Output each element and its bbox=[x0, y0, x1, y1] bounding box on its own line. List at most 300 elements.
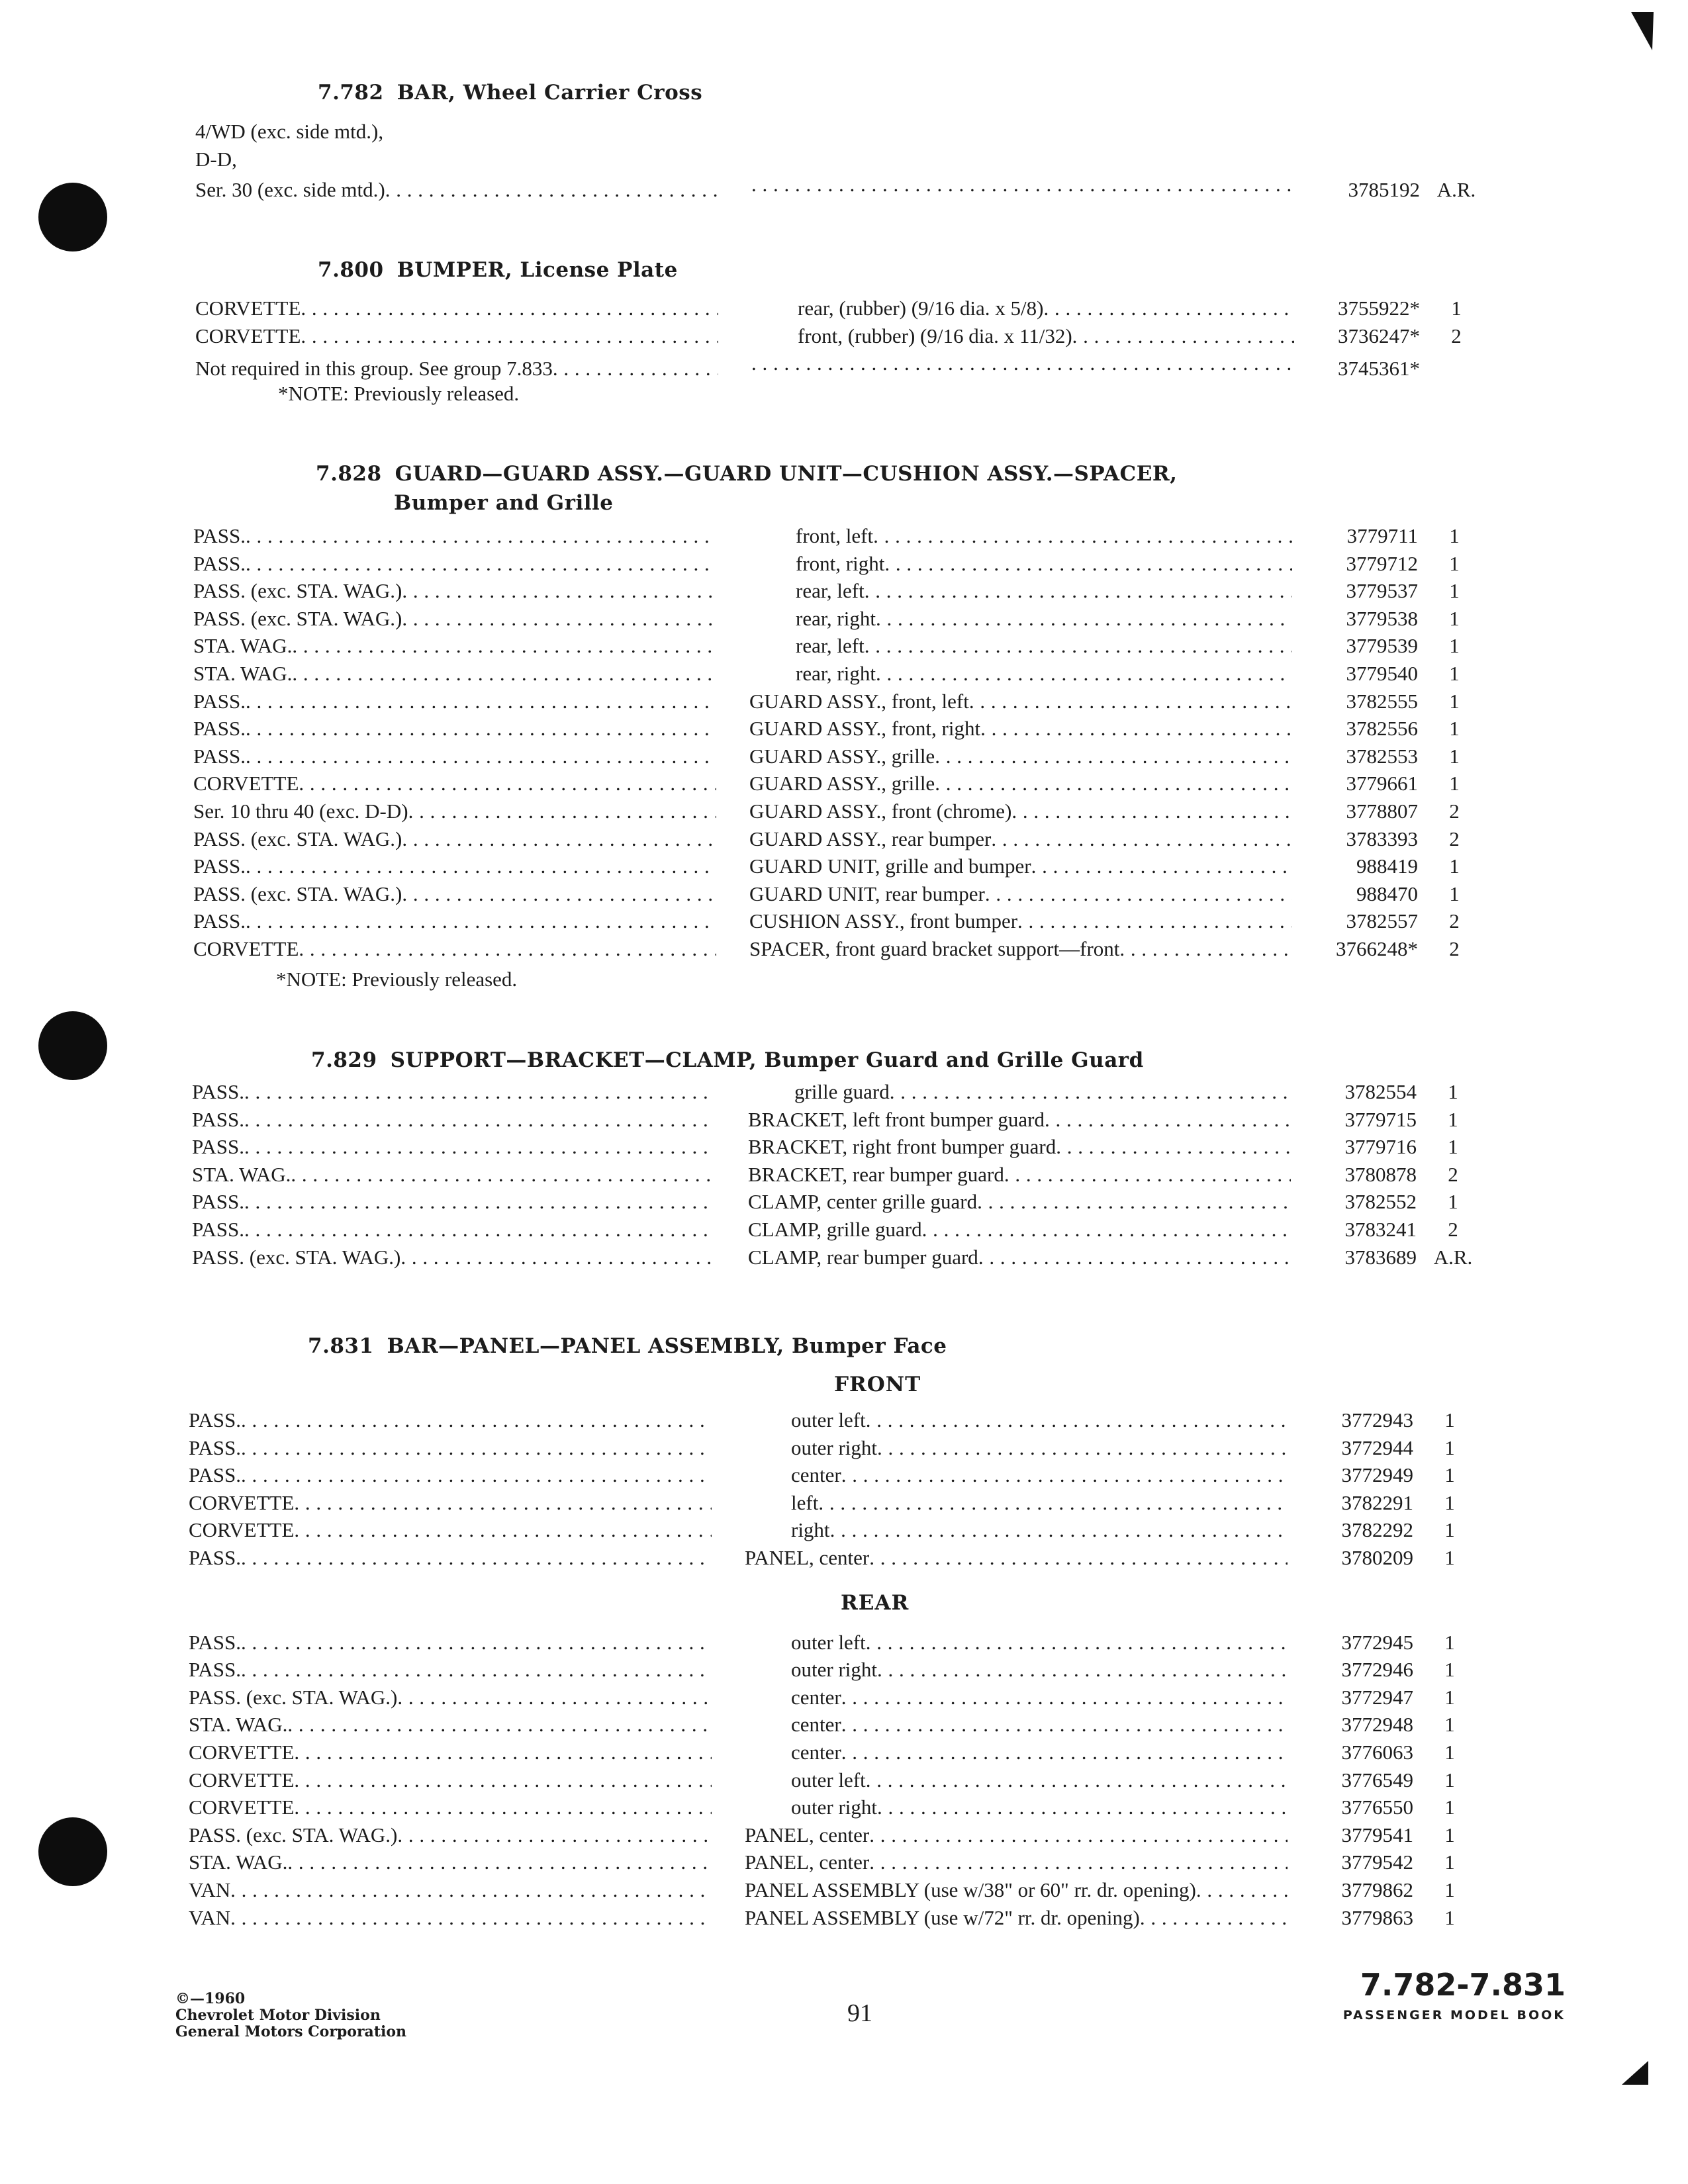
description-cell: PANEL, center bbox=[745, 1850, 870, 1874]
leader-dots bbox=[869, 1823, 1288, 1847]
description-cell: GUARD ASSY., front, right bbox=[749, 717, 981, 741]
leader-dots bbox=[1072, 324, 1294, 348]
part-number-cell: 988470 bbox=[1356, 882, 1418, 905]
description-cell: GUARD ASSY., front, left bbox=[749, 689, 969, 713]
part-number-cell: 3766248* bbox=[1336, 936, 1418, 960]
section-number: 7.828 bbox=[316, 462, 382, 486]
table-row bbox=[189, 1518, 1566, 1546]
model-line: 4/WD (exc. side mtd.), bbox=[195, 120, 384, 143]
part-number-cell: 3772946 bbox=[1341, 1658, 1413, 1682]
leader-dots bbox=[301, 296, 718, 320]
leader-dots bbox=[841, 1713, 1288, 1737]
table-row bbox=[192, 1080, 1569, 1108]
part-number-cell: 3780878 bbox=[1344, 1162, 1417, 1186]
leader-dots bbox=[241, 1436, 712, 1460]
leader-dots bbox=[402, 827, 716, 851]
corporation: General Motors Corporation bbox=[175, 2023, 407, 2040]
quantity-cell: 1 bbox=[1444, 1905, 1455, 1929]
quantity-cell: 1 bbox=[1444, 1518, 1455, 1542]
leader-dots bbox=[241, 1658, 712, 1682]
table-row bbox=[189, 1796, 1566, 1823]
description-cell: GUARD UNIT, grille and bumper bbox=[749, 854, 1031, 878]
model-cell: PASS. bbox=[192, 1107, 245, 1131]
part-number-cell: 3772948 bbox=[1341, 1713, 1413, 1737]
table-row bbox=[189, 1741, 1566, 1768]
leader-dots bbox=[246, 524, 716, 548]
leader-dots bbox=[1004, 1163, 1291, 1187]
description-cell: outer left bbox=[791, 1630, 866, 1654]
part-number-cell: 3755922* bbox=[1338, 296, 1420, 320]
section-number: 7.800 bbox=[318, 258, 384, 282]
leader-dots bbox=[294, 1518, 712, 1542]
table-row bbox=[189, 1713, 1566, 1741]
model-cell: STA. WAG. bbox=[192, 1162, 291, 1186]
table-row bbox=[193, 717, 1570, 745]
parts-rows bbox=[189, 1408, 1566, 1574]
table-row bbox=[192, 1135, 1569, 1163]
model-cell: CORVETTE bbox=[189, 1740, 295, 1764]
description-cell: rear, (rubber) (9/16 dia. x 5/8) bbox=[798, 296, 1044, 320]
leader-dots bbox=[877, 1796, 1288, 1819]
quantity-cell: 1 bbox=[1449, 772, 1460, 796]
quantity-cell: 1 bbox=[1444, 1435, 1455, 1459]
model-cell: PASS. bbox=[189, 1630, 242, 1654]
quantity-cell: 1 bbox=[1449, 661, 1460, 685]
part-number-cell: 3772947 bbox=[1341, 1685, 1413, 1709]
quantity-cell: A.R. bbox=[1436, 178, 1476, 202]
leader-dots bbox=[246, 717, 716, 741]
model-cell: PASS. (exc. STA. WAG.) bbox=[192, 1245, 401, 1269]
table-row bbox=[189, 1686, 1566, 1713]
part-number-cell: 3783241 bbox=[1344, 1217, 1417, 1241]
table-row bbox=[193, 854, 1570, 882]
description-cell: BRACKET, rear bumper guard bbox=[748, 1162, 1004, 1186]
leader-dots bbox=[1017, 909, 1292, 933]
description-cell: front, left bbox=[796, 524, 874, 547]
part-number-cell: 3783689 bbox=[1344, 1245, 1417, 1269]
description-cell: center bbox=[791, 1740, 841, 1764]
description-cell: GUARD ASSY., grille bbox=[749, 744, 935, 768]
leader-dots bbox=[935, 772, 1292, 796]
description-cell: BRACKET, left front bumper guard bbox=[748, 1107, 1045, 1131]
table-row bbox=[189, 1906, 1566, 1934]
quantity-cell: 1 bbox=[1444, 1408, 1455, 1432]
group-heading-front: FRONT bbox=[834, 1373, 921, 1396]
description-cell: GUARD UNIT, rear bumper bbox=[749, 882, 985, 905]
part-number-cell: 3779711 bbox=[1346, 524, 1418, 547]
leader-dots bbox=[877, 1658, 1288, 1682]
table-row bbox=[192, 1246, 1569, 1273]
leader-dots bbox=[244, 1108, 715, 1132]
part-number-cell: 3779863 bbox=[1341, 1905, 1413, 1929]
part-number-cell: 3779541 bbox=[1341, 1823, 1413, 1846]
model-cell: PASS. bbox=[193, 524, 246, 547]
table-row bbox=[195, 351, 1572, 379]
leader-dots bbox=[869, 1850, 1288, 1874]
section-subtitle: Bumper and Grille bbox=[394, 491, 614, 515]
description-cell: rear, right bbox=[796, 661, 876, 685]
model-cell: PASS. bbox=[189, 1435, 242, 1459]
quantity-cell: 1 bbox=[1449, 689, 1460, 713]
description-cell: center bbox=[791, 1713, 841, 1737]
model-cell: CORVETTE bbox=[193, 772, 299, 796]
description-cell: CUSHION ASSY., front bumper bbox=[749, 909, 1018, 933]
part-number-cell: 3779539 bbox=[1346, 634, 1418, 658]
leader-dots bbox=[246, 909, 716, 933]
leader-dots bbox=[241, 1546, 712, 1570]
quantity-cell: 1 bbox=[1448, 1080, 1458, 1103]
description-cell: GUARD ASSY., front (chrome) bbox=[749, 799, 1012, 823]
table-row bbox=[193, 524, 1570, 552]
model-cell: CORVETTE bbox=[195, 296, 301, 320]
part-number-cell: 3780209 bbox=[1341, 1545, 1413, 1569]
binder-hole-middle bbox=[38, 1011, 107, 1080]
model-cell: Ser. 30 (exc. side mtd.) bbox=[195, 178, 385, 202]
description-cell: grille guard bbox=[794, 1080, 890, 1103]
table-row bbox=[189, 1850, 1566, 1878]
model-cell: PASS. (exc. STA. WAG.) bbox=[193, 606, 402, 630]
leader-dots bbox=[985, 882, 1292, 906]
leader-dots bbox=[830, 1518, 1288, 1542]
quantity-cell: 1 bbox=[1449, 882, 1460, 905]
quantity-cell: 1 bbox=[1444, 1685, 1455, 1709]
division: Chevrolet Motor Division bbox=[175, 2007, 381, 2024]
part-number-cell: 3782292 bbox=[1341, 1518, 1413, 1542]
quantity-cell: 1 bbox=[1444, 1740, 1455, 1764]
part-number-cell: 3782552 bbox=[1344, 1190, 1417, 1214]
section-heading: BUMPER, License Plate bbox=[397, 258, 678, 282]
description-cell: front, (rubber) (9/16 dia. x 11/32) bbox=[798, 324, 1072, 347]
table-row bbox=[189, 1631, 1566, 1659]
leader-dots bbox=[244, 1080, 715, 1104]
table-row bbox=[189, 1491, 1566, 1519]
description-cell: center bbox=[791, 1463, 841, 1487]
page-number: 91 bbox=[847, 1999, 872, 2027]
note: *NOTE: Previously released. bbox=[278, 381, 520, 405]
quantity-cell: 1 bbox=[1449, 551, 1460, 575]
section-7-800 bbox=[195, 255, 1572, 408]
table-row bbox=[189, 1546, 1566, 1574]
part-number-cell: 3782557 bbox=[1346, 909, 1418, 933]
part-number-cell: 3772944 bbox=[1341, 1435, 1413, 1459]
leader-dots bbox=[246, 854, 716, 878]
section-heading: BAR, Wheel Carrier Cross bbox=[397, 81, 703, 105]
leader-dots bbox=[873, 524, 1292, 548]
leader-dots bbox=[980, 717, 1292, 741]
model-cell: CORVETTE bbox=[189, 1768, 295, 1792]
table-row bbox=[192, 1163, 1569, 1191]
part-number-cell: 3779542 bbox=[1341, 1850, 1413, 1874]
leader-dots bbox=[299, 772, 716, 796]
model-cell: PASS. bbox=[193, 909, 246, 933]
quantity-cell: 1 bbox=[1444, 1768, 1455, 1792]
description-cell: rear, left bbox=[796, 579, 865, 603]
model-cell: PASS. bbox=[193, 551, 246, 575]
leader-dots bbox=[991, 827, 1292, 851]
section-number: 7.829 bbox=[311, 1048, 377, 1072]
quantity-cell: 1 bbox=[1444, 1796, 1455, 1819]
table-row bbox=[189, 1823, 1566, 1851]
model-cell: PASS. (exc. STA. WAG.) bbox=[193, 827, 402, 850]
description-cell: GUARD ASSY., rear bumper bbox=[749, 827, 992, 850]
part-number-cell: 3779862 bbox=[1341, 1878, 1413, 1901]
part-number-cell: 3782555 bbox=[1346, 689, 1418, 713]
leader-dots bbox=[241, 1408, 712, 1432]
table-row bbox=[193, 579, 1570, 607]
description-cell: GUARD ASSY., grille bbox=[749, 772, 935, 796]
quantity-cell: 1 bbox=[1449, 717, 1460, 741]
part-number-cell: 3772949 bbox=[1341, 1463, 1413, 1487]
parts-rows bbox=[189, 1631, 1566, 1934]
model-cell: STA. WAG. bbox=[193, 634, 293, 658]
parts-rows bbox=[192, 1080, 1569, 1273]
description-cell: outer right bbox=[791, 1796, 877, 1819]
table-row bbox=[193, 607, 1570, 635]
description-cell: CLAMP, rear bumper guard bbox=[748, 1245, 978, 1269]
section-number: 7.782 bbox=[318, 81, 384, 105]
description-cell: rear, left bbox=[796, 634, 865, 658]
leader-dots bbox=[400, 1246, 715, 1269]
quantity-cell: 1 bbox=[1444, 1463, 1455, 1487]
quantity-cell: 1 bbox=[1449, 524, 1460, 547]
model-cell: PASS. bbox=[192, 1190, 245, 1214]
leader-dots bbox=[244, 1218, 715, 1242]
leader-dots bbox=[402, 882, 716, 906]
leader-dots bbox=[866, 1768, 1288, 1792]
quantity-cell: 1 bbox=[1444, 1630, 1455, 1654]
parts-rows bbox=[195, 173, 1572, 201]
quantity-cell: 2 bbox=[1449, 827, 1460, 850]
quantity-cell: 2 bbox=[1449, 936, 1460, 960]
quantity-cell: 1 bbox=[1444, 1490, 1455, 1514]
binder-hole-bottom bbox=[38, 1817, 107, 1886]
leader-dots bbox=[884, 552, 1292, 576]
quantity-cell: 1 bbox=[1448, 1135, 1458, 1159]
quantity-cell: 1 bbox=[1449, 854, 1460, 878]
leader-dots bbox=[301, 324, 718, 348]
quantity-cell: 1 bbox=[1444, 1878, 1455, 1901]
part-number-cell: 3779538 bbox=[1346, 606, 1418, 630]
section-title bbox=[316, 459, 1570, 518]
table-row bbox=[193, 552, 1570, 580]
model-cell: PASS. (exc. STA. WAG.) bbox=[193, 882, 402, 905]
model-cell: VAN bbox=[189, 1878, 231, 1901]
description-cell: SPACER, front guard bracket support—front bbox=[749, 936, 1120, 960]
leader-dots bbox=[922, 1218, 1291, 1242]
model-cell: PASS. (exc. STA. WAG.) bbox=[193, 579, 402, 603]
description-cell: outer right bbox=[791, 1435, 877, 1459]
part-number-cell: 3782556 bbox=[1346, 717, 1418, 741]
table-row bbox=[193, 827, 1570, 855]
leader-dots bbox=[397, 1823, 712, 1847]
part-number-cell: 3779661 bbox=[1346, 772, 1418, 796]
leader-dots bbox=[935, 745, 1292, 768]
table-row bbox=[193, 745, 1570, 772]
leader-dots bbox=[292, 634, 716, 658]
table-row bbox=[193, 909, 1570, 937]
leader-dots bbox=[1196, 1878, 1288, 1902]
description-cell: PANEL, center bbox=[745, 1823, 870, 1846]
section-title bbox=[308, 1332, 1566, 1361]
section-title bbox=[311, 1046, 1569, 1075]
description-cell: left bbox=[791, 1490, 819, 1514]
leader-dots bbox=[865, 579, 1292, 603]
table-row bbox=[189, 1463, 1566, 1491]
leader-dots bbox=[397, 1686, 712, 1709]
section-heading: GUARD—GUARD ASSY.—GUARD UNIT—CUSHION ASSY.—SPACER, bbox=[395, 462, 1178, 486]
leader-dots bbox=[869, 1546, 1288, 1570]
part-number-cell: 3783393 bbox=[1346, 827, 1418, 850]
leader-dots bbox=[751, 173, 1294, 197]
book-title: PASSENGER MODEL BOOK bbox=[1342, 2008, 1566, 2023]
section-title bbox=[318, 255, 1572, 285]
part-number-cell: 3776549 bbox=[1341, 1768, 1413, 1792]
leader-dots bbox=[978, 1246, 1291, 1269]
part-number-cell: 3776063 bbox=[1341, 1740, 1413, 1764]
part-number-cell: 3782554 bbox=[1344, 1080, 1417, 1103]
model-cell: CORVETTE bbox=[193, 936, 299, 960]
leader-dots bbox=[230, 1878, 712, 1902]
leader-dots bbox=[299, 937, 716, 961]
model-cell: Not required in this group. See group 7.833 bbox=[195, 357, 553, 381]
leader-dots bbox=[294, 1796, 712, 1819]
leader-dots bbox=[1043, 296, 1294, 320]
parts-rows bbox=[195, 296, 1572, 379]
table-row bbox=[193, 937, 1570, 965]
part-number-cell: 988419 bbox=[1356, 854, 1418, 878]
table-row bbox=[193, 772, 1570, 799]
part-number-cell: 3782291 bbox=[1341, 1490, 1413, 1514]
section-number: 7.831 bbox=[308, 1334, 374, 1358]
table-row bbox=[189, 1436, 1566, 1464]
part-number-cell: 3778807 bbox=[1346, 799, 1418, 823]
leader-dots bbox=[287, 1850, 712, 1874]
leader-dots bbox=[818, 1491, 1288, 1515]
description-cell: outer left bbox=[791, 1408, 866, 1432]
part-number-cell: 3779716 bbox=[1344, 1135, 1417, 1159]
leader-dots bbox=[294, 1768, 712, 1792]
leader-dots bbox=[866, 1408, 1288, 1432]
model-cell: PASS. bbox=[189, 1545, 242, 1569]
table-row bbox=[192, 1218, 1569, 1246]
part-number-cell: 3745361* bbox=[1338, 357, 1420, 381]
quantity-cell: 1 bbox=[1444, 1545, 1455, 1569]
leader-dots bbox=[294, 1491, 712, 1515]
model-cell: PASS. bbox=[193, 717, 246, 741]
model-cell: VAN bbox=[189, 1905, 231, 1929]
description-cell: BRACKET, right front bumper guard bbox=[748, 1135, 1056, 1159]
leader-dots bbox=[841, 1741, 1288, 1764]
leader-dots bbox=[553, 357, 718, 381]
quantity-cell: 2 bbox=[1449, 799, 1460, 823]
leader-dots bbox=[402, 607, 716, 631]
description-cell: PANEL ASSEMBLY (use w/38" or 60" rr. dr. opening) bbox=[745, 1878, 1196, 1901]
part-number-cell: 3772945 bbox=[1341, 1630, 1413, 1654]
section-7-828 bbox=[193, 459, 1570, 994]
leader-dots bbox=[865, 634, 1292, 658]
leader-dots bbox=[287, 1713, 712, 1737]
quantity-cell: 1 bbox=[1451, 296, 1462, 320]
description-cell: rear, right bbox=[796, 606, 876, 630]
section-7-831 bbox=[189, 1332, 1566, 1933]
quantity-cell: 1 bbox=[1449, 634, 1460, 658]
table-row bbox=[193, 634, 1570, 662]
quantity-cell: 1 bbox=[1448, 1190, 1458, 1214]
leader-dots bbox=[1031, 854, 1292, 878]
quantity-cell: 2 bbox=[1448, 1217, 1458, 1241]
model-cell: PASS. bbox=[193, 689, 246, 713]
group-heading-rear: REAR bbox=[841, 1590, 910, 1615]
leader-dots bbox=[841, 1463, 1288, 1487]
leader-dots bbox=[402, 579, 716, 603]
leader-dots bbox=[246, 552, 716, 576]
quantity-cell: 1 bbox=[1444, 1823, 1455, 1846]
model-cell: STA. WAG. bbox=[193, 661, 293, 685]
leader-dots bbox=[292, 662, 716, 686]
description-cell: front, right bbox=[796, 551, 885, 575]
table-row bbox=[189, 1658, 1566, 1686]
leader-dots bbox=[230, 1906, 712, 1930]
leader-dots bbox=[1140, 1906, 1288, 1930]
model-cell: PASS. bbox=[192, 1135, 245, 1159]
table-row bbox=[193, 882, 1570, 910]
model-cell: STA. WAG. bbox=[189, 1713, 288, 1737]
model-cell: PASS. (exc. STA. WAG.) bbox=[189, 1685, 398, 1709]
quantity-cell: A.R. bbox=[1433, 1245, 1473, 1269]
table-row bbox=[192, 1190, 1569, 1218]
binder-hole-top bbox=[38, 183, 107, 251]
quantity-cell: 1 bbox=[1444, 1713, 1455, 1737]
section-range: 7.782-7.831 bbox=[1360, 1967, 1566, 2003]
leader-dots bbox=[1045, 1108, 1291, 1132]
leader-dots bbox=[876, 607, 1292, 631]
part-number-cell: 3779537 bbox=[1346, 579, 1418, 603]
model-cell: PASS. bbox=[192, 1080, 245, 1103]
footer-publisher bbox=[175, 1991, 406, 2040]
model-cell: CORVETTE bbox=[189, 1796, 295, 1819]
model-cell: CORVETTE bbox=[189, 1518, 295, 1542]
note: *NOTE: Previously released. bbox=[276, 967, 518, 991]
part-number-cell: 3782553 bbox=[1346, 744, 1418, 768]
table-row bbox=[189, 1408, 1566, 1436]
part-number-cell: 3779715 bbox=[1344, 1107, 1417, 1131]
section-heading: BAR—PANEL—PANEL ASSEMBLY, Bumper Face bbox=[387, 1334, 947, 1358]
description-cell: right bbox=[791, 1518, 830, 1542]
part-number-cell: 3772943 bbox=[1341, 1408, 1413, 1432]
part-number-cell: 3779540 bbox=[1346, 661, 1418, 685]
part-number-cell: 3785192 bbox=[1348, 178, 1420, 202]
quantity-cell: 1 bbox=[1444, 1658, 1455, 1682]
model-cell: CORVETTE bbox=[195, 324, 301, 347]
quantity-cell: 2 bbox=[1449, 909, 1460, 933]
leader-dots bbox=[977, 1190, 1291, 1214]
quantity-cell: 1 bbox=[1448, 1107, 1458, 1131]
quantity-cell: 2 bbox=[1451, 324, 1462, 347]
section-7-782 bbox=[195, 78, 1572, 201]
model-cell: PASS. bbox=[193, 744, 246, 768]
model-line: D-D, bbox=[195, 147, 237, 171]
leader-dots bbox=[294, 1741, 712, 1764]
part-number-cell: 3736247* bbox=[1338, 324, 1420, 347]
leader-dots bbox=[969, 690, 1292, 713]
leader-dots bbox=[241, 1463, 712, 1487]
description-cell: outer left bbox=[791, 1768, 866, 1792]
parts-rows bbox=[193, 524, 1570, 965]
model-cell: STA. WAG. bbox=[189, 1850, 288, 1874]
section-title bbox=[318, 78, 1572, 107]
part-number-cell: 3779712 bbox=[1346, 551, 1418, 575]
leader-dots bbox=[244, 1135, 715, 1159]
